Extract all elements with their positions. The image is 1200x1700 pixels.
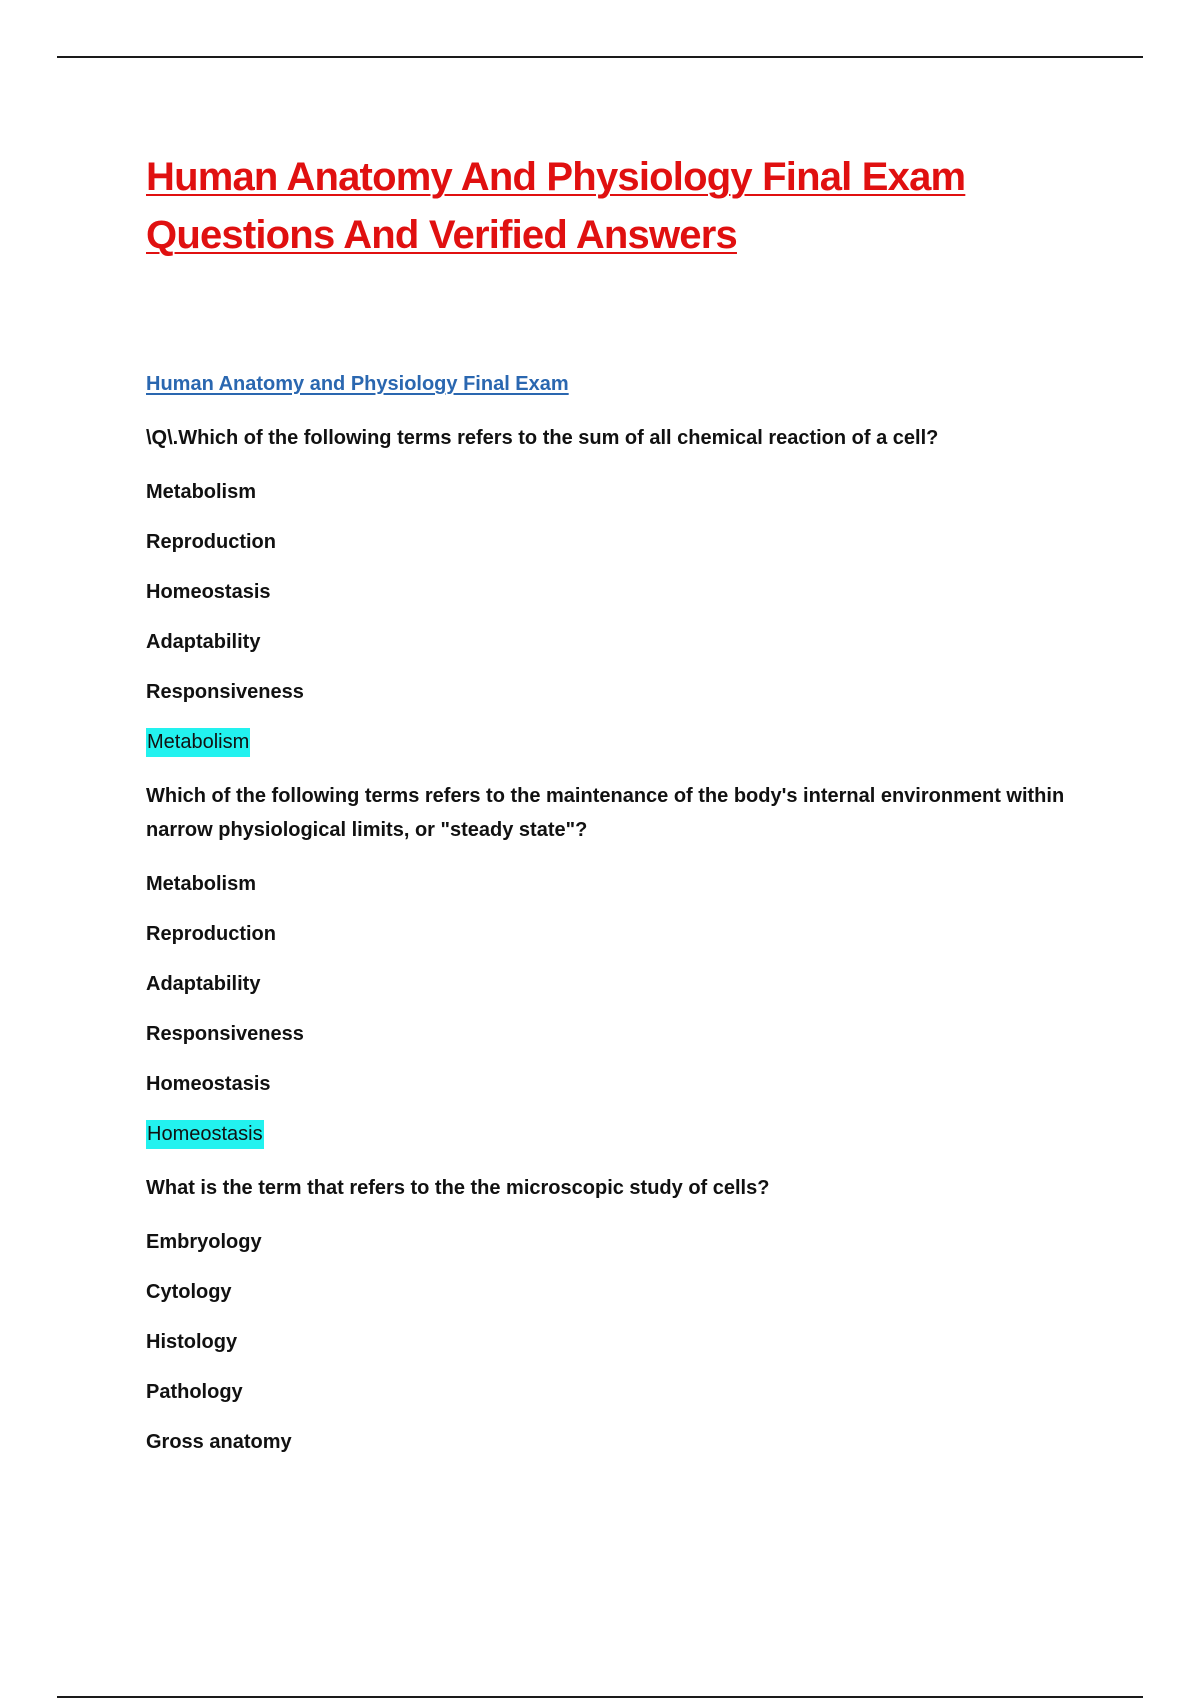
answer-option: Gross anatomy — [146, 1431, 292, 1453]
answer-option: Cytology — [146, 1281, 232, 1303]
footer-rule — [57, 1696, 1143, 1698]
answer-option: Homeostasis — [146, 1073, 271, 1095]
title-line-1: Human Anatomy And Physiology Final Exam — [146, 155, 966, 199]
answer-option: Metabolism — [146, 481, 257, 503]
question-1 — [146, 421, 1086, 755]
answer-highlight: Homeostasis — [146, 1120, 264, 1149]
question-list — [146, 421, 1086, 1455]
header-rule — [57, 56, 1143, 58]
exam-subtitle-link[interactable]: Human Anatomy and Physiology Final Exam — [146, 373, 569, 395]
answer-option: Adaptability — [146, 631, 261, 653]
answer-option: Homeostasis — [146, 581, 271, 603]
answer-option: Responsiveness — [146, 1023, 304, 1045]
correct-answer — [146, 1121, 1086, 1147]
answer-option: Reproduction — [146, 923, 276, 945]
correct-answer — [146, 729, 1086, 755]
document-body — [146, 148, 1086, 1479]
answer-option: Metabolism — [146, 873, 257, 895]
question-text: Which of the following terms refers to the maintenance of the body's internal environment within narrow physiological limits, or "steady state"? — [146, 785, 1065, 841]
title-line-2: Questions And Verified Answers — [146, 213, 737, 257]
answer-highlight: Metabolism — [146, 728, 250, 757]
answer-option: Adaptability — [146, 973, 261, 995]
question-3 — [146, 1171, 1086, 1455]
answer-option: Reproduction — [146, 531, 276, 553]
question-2 — [146, 779, 1086, 1147]
question-text: \Q\.Which of the following terms refers to the sum of all chemical reaction of a cell? — [146, 427, 939, 449]
answer-option: Embryology — [146, 1231, 262, 1253]
answer-option: Responsiveness — [146, 681, 304, 703]
document-title — [146, 148, 1086, 264]
answer-option: Histology — [146, 1331, 238, 1353]
answer-option: Pathology — [146, 1381, 243, 1403]
question-text: What is the term that refers to the the microscopic study of cells? — [146, 1177, 770, 1199]
